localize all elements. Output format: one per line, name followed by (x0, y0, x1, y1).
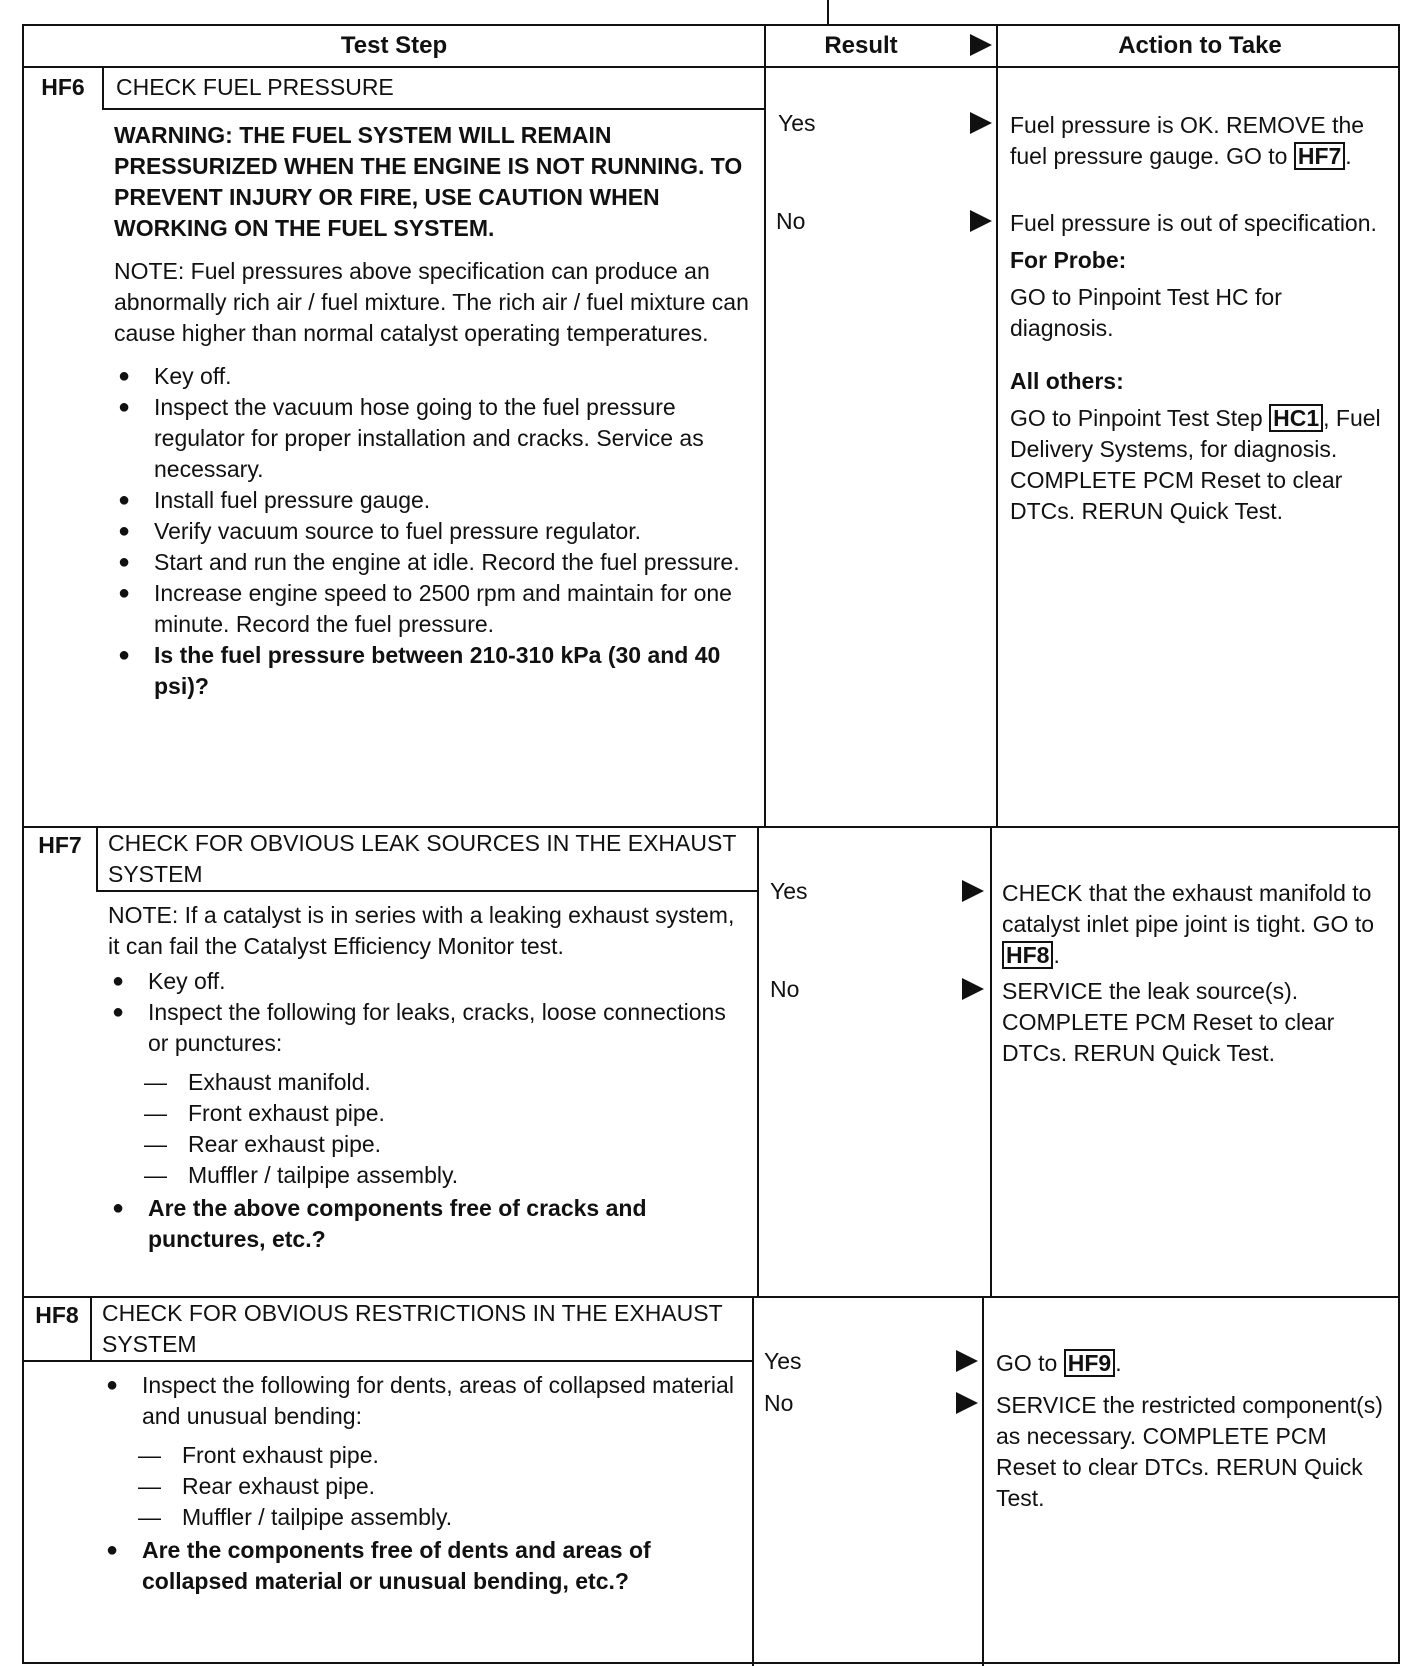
hf8-body (102, 1370, 742, 1597)
hf6-bullet-4: ● Verify vacuum source to fuel pressure regulator. (114, 516, 754, 547)
hf7-action-yes-text: CHECK that the exhaust manifold to catalyst inlet pipe joint is tight. GO to (1002, 880, 1375, 937)
hf6-note: NOTE: Fuel pressures above specification can produce an abnormally rich air / fuel mixture. The rich air / fuel mixture can cause higher than normal catalyst operating temperatures. (114, 258, 749, 346)
step-id-hf6: HF6 (41, 74, 85, 100)
hf7-result-yes: Yes (770, 878, 808, 904)
col-divider-1a (764, 26, 766, 826)
hf8-dash-2: — Rear exhaust pipe. (138, 1471, 742, 1502)
header-result: Result (824, 32, 898, 59)
col-divider-2c (982, 1296, 984, 1666)
hf6-ref-hf7: HF7 (1294, 142, 1345, 170)
test-step-table (22, 24, 1400, 1664)
hf8-dash-1: — Front exhaust pipe. (138, 1440, 742, 1471)
step-title-hf6: CHECK FUEL PRESSURE (116, 74, 394, 100)
hf6-result-no: No (776, 208, 806, 234)
hf8-action-yes-post: . (1115, 1350, 1122, 1376)
hf6-others-pre: GO to Pinpoint Test Step (1010, 405, 1270, 431)
hf7-dash-4: — Muffler / tailpipe assembly. (144, 1160, 748, 1191)
hf7-result-no: No (770, 976, 800, 1002)
hf8-result-yes: Yes (764, 1348, 802, 1374)
col-divider-1b (757, 826, 759, 1296)
hf7-no-arrow-icon (962, 978, 984, 1000)
hf6-warning: WARNING: THE FUEL SYSTEM WILL REMAIN PRESSURIZED WHEN THE ENGINE IS NOT RUNNING. TO PREVENT INJURY OR FIRE, USE CAUTION WHEN WORKING ON THE FUEL SYSTEM. (114, 122, 743, 241)
hf7-note: NOTE: If a catalyst is in series with a leaking exhaust system, it can fail the Catalyst Efficiency Monitor test. (108, 902, 735, 959)
hf6-no-arrow-icon (970, 210, 992, 232)
hf7-body (108, 900, 748, 1255)
hf7-dash-list (108, 1067, 748, 1191)
hf7-title-underline (96, 890, 757, 892)
hf7-dash-2: — Front exhaust pipe. (144, 1098, 748, 1129)
hf6-ref-hc1: HC1 (1269, 404, 1323, 432)
hf7-action-yes (1002, 878, 1386, 971)
hf7-bullet-2: ● Inspect the following for leaks, cracks, loose connections or punctures: (108, 997, 748, 1059)
hf6-others-text (1010, 403, 1386, 527)
hf8-question-list (102, 1535, 742, 1597)
hf8-title-underline (24, 1360, 752, 1362)
hf6-others-post: , Fuel Delivery Systems, for diagnosis. COMPLETE PCM Reset to clear DTCs. RERUN Quick Test. (1010, 405, 1381, 524)
hf8-dash-3: — Muffler / tailpipe assembly. (138, 1502, 742, 1533)
hf6-id-divider (102, 68, 104, 108)
col-divider-2a (996, 26, 998, 826)
hf8-ref-hf9: HF9 (1064, 1349, 1115, 1377)
hf7-yes-arrow-icon (962, 880, 984, 902)
hf7-action-no: SERVICE the leak source(s). COMPLETE PCM Reset to clear DTCs. RERUN Quick Test. (1002, 978, 1335, 1066)
col-divider-1c (752, 1296, 754, 1666)
hf8-id-divider (90, 1298, 92, 1360)
hf8-bullet-1: ● Inspect the following for dents, areas of collapsed material and unusual bending: (102, 1370, 742, 1432)
hf6-probe-text: GO to Pinpoint Test HC for diagnosis. (1010, 284, 1282, 341)
header-test-step: Test Step (340, 32, 448, 59)
hf6-action-yes-post: . (1345, 143, 1352, 169)
step-title-hf8: CHECK FOR OBVIOUS RESTRICTIONS IN THE EXHAUST SYSTEM (102, 1300, 723, 1357)
hf7-dash-1: — Exhaust manifold. (144, 1067, 748, 1098)
hf8-result-no: No (764, 1390, 794, 1416)
top-tick-mark (827, 0, 829, 24)
hf8-action-no: SERVICE the restricted component(s) as necessary. COMPLETE PCM Reset to clear DTCs. RERUN Quick Test. (996, 1392, 1383, 1511)
hf8-bullet-list (102, 1370, 742, 1432)
hf7-question: ● Are the above components free of cracks and punctures, etc.? (108, 1193, 748, 1255)
step-id-hf7: HF7 (38, 832, 82, 858)
step-title-hf7: CHECK FOR OBVIOUS LEAK SOURCES IN THE EXHAUST SYSTEM (108, 830, 736, 887)
hf8-action-yes (996, 1348, 1386, 1379)
hf8-dash-list (102, 1440, 742, 1533)
hf7-bullet-1: ● Key off. (108, 966, 748, 997)
hf6-bullet-5: ● Start and run the engine at idle. Record the fuel pressure. (114, 547, 754, 578)
hf7-ref-hf8: HF8 (1002, 941, 1053, 969)
hf6-action-no (1010, 208, 1386, 527)
hf6-yes-arrow-icon (970, 112, 992, 134)
hf7-bullet-list (108, 966, 748, 1059)
hf6-bullet-list (114, 361, 754, 702)
hf6-bullet-1: ● Key off. (114, 361, 754, 392)
hf6-title-underline (102, 108, 764, 110)
hf6-question: ● Is the fuel pressure between 210-310 kPa (30 and 40 psi)? (114, 640, 754, 702)
header-result-arrow-icon (970, 34, 992, 56)
hf6-bullet-3: ● Install fuel pressure gauge. (114, 485, 754, 516)
step-id-hf8: HF8 (35, 1302, 79, 1328)
hf8-no-arrow-icon (956, 1392, 978, 1414)
hf8-action-yes-text: GO to (996, 1350, 1064, 1376)
hf6-bullet-6: ● Increase engine speed to 2500 rpm and maintain for one minute. Record the fuel pressure. (114, 578, 754, 640)
hf7-action-yes-post: . (1053, 942, 1060, 968)
hf6-action-yes (1010, 110, 1386, 172)
hf6-probe-heading: For Probe: (1010, 247, 1127, 273)
hf8-question: ● Are the components free of dents and areas of collapsed material or unusual bending, etc.? (102, 1535, 742, 1597)
hf6-action-no-text: Fuel pressure is out of specification. (1010, 210, 1377, 236)
hf7-question-list (108, 1193, 748, 1255)
hf7-id-divider (96, 828, 98, 890)
hf6-action-yes-text: Fuel pressure is OK. REMOVE the fuel pressure gauge. GO to (1010, 112, 1365, 169)
hf7-dash-3: — Rear exhaust pipe. (144, 1129, 748, 1160)
hf8-yes-arrow-icon (956, 1350, 978, 1372)
hf6-body (114, 120, 754, 702)
col-divider-2b (990, 826, 992, 1296)
hf6-others-heading: All others: (1010, 368, 1124, 394)
header-action: Action to Take (1118, 32, 1282, 59)
hf6-bullet-2: ● Inspect the vacuum hose going to the fuel pressure regulator for proper installation and cracks. Service as necessary. (114, 392, 754, 485)
hf6-result-yes: Yes (778, 110, 816, 136)
